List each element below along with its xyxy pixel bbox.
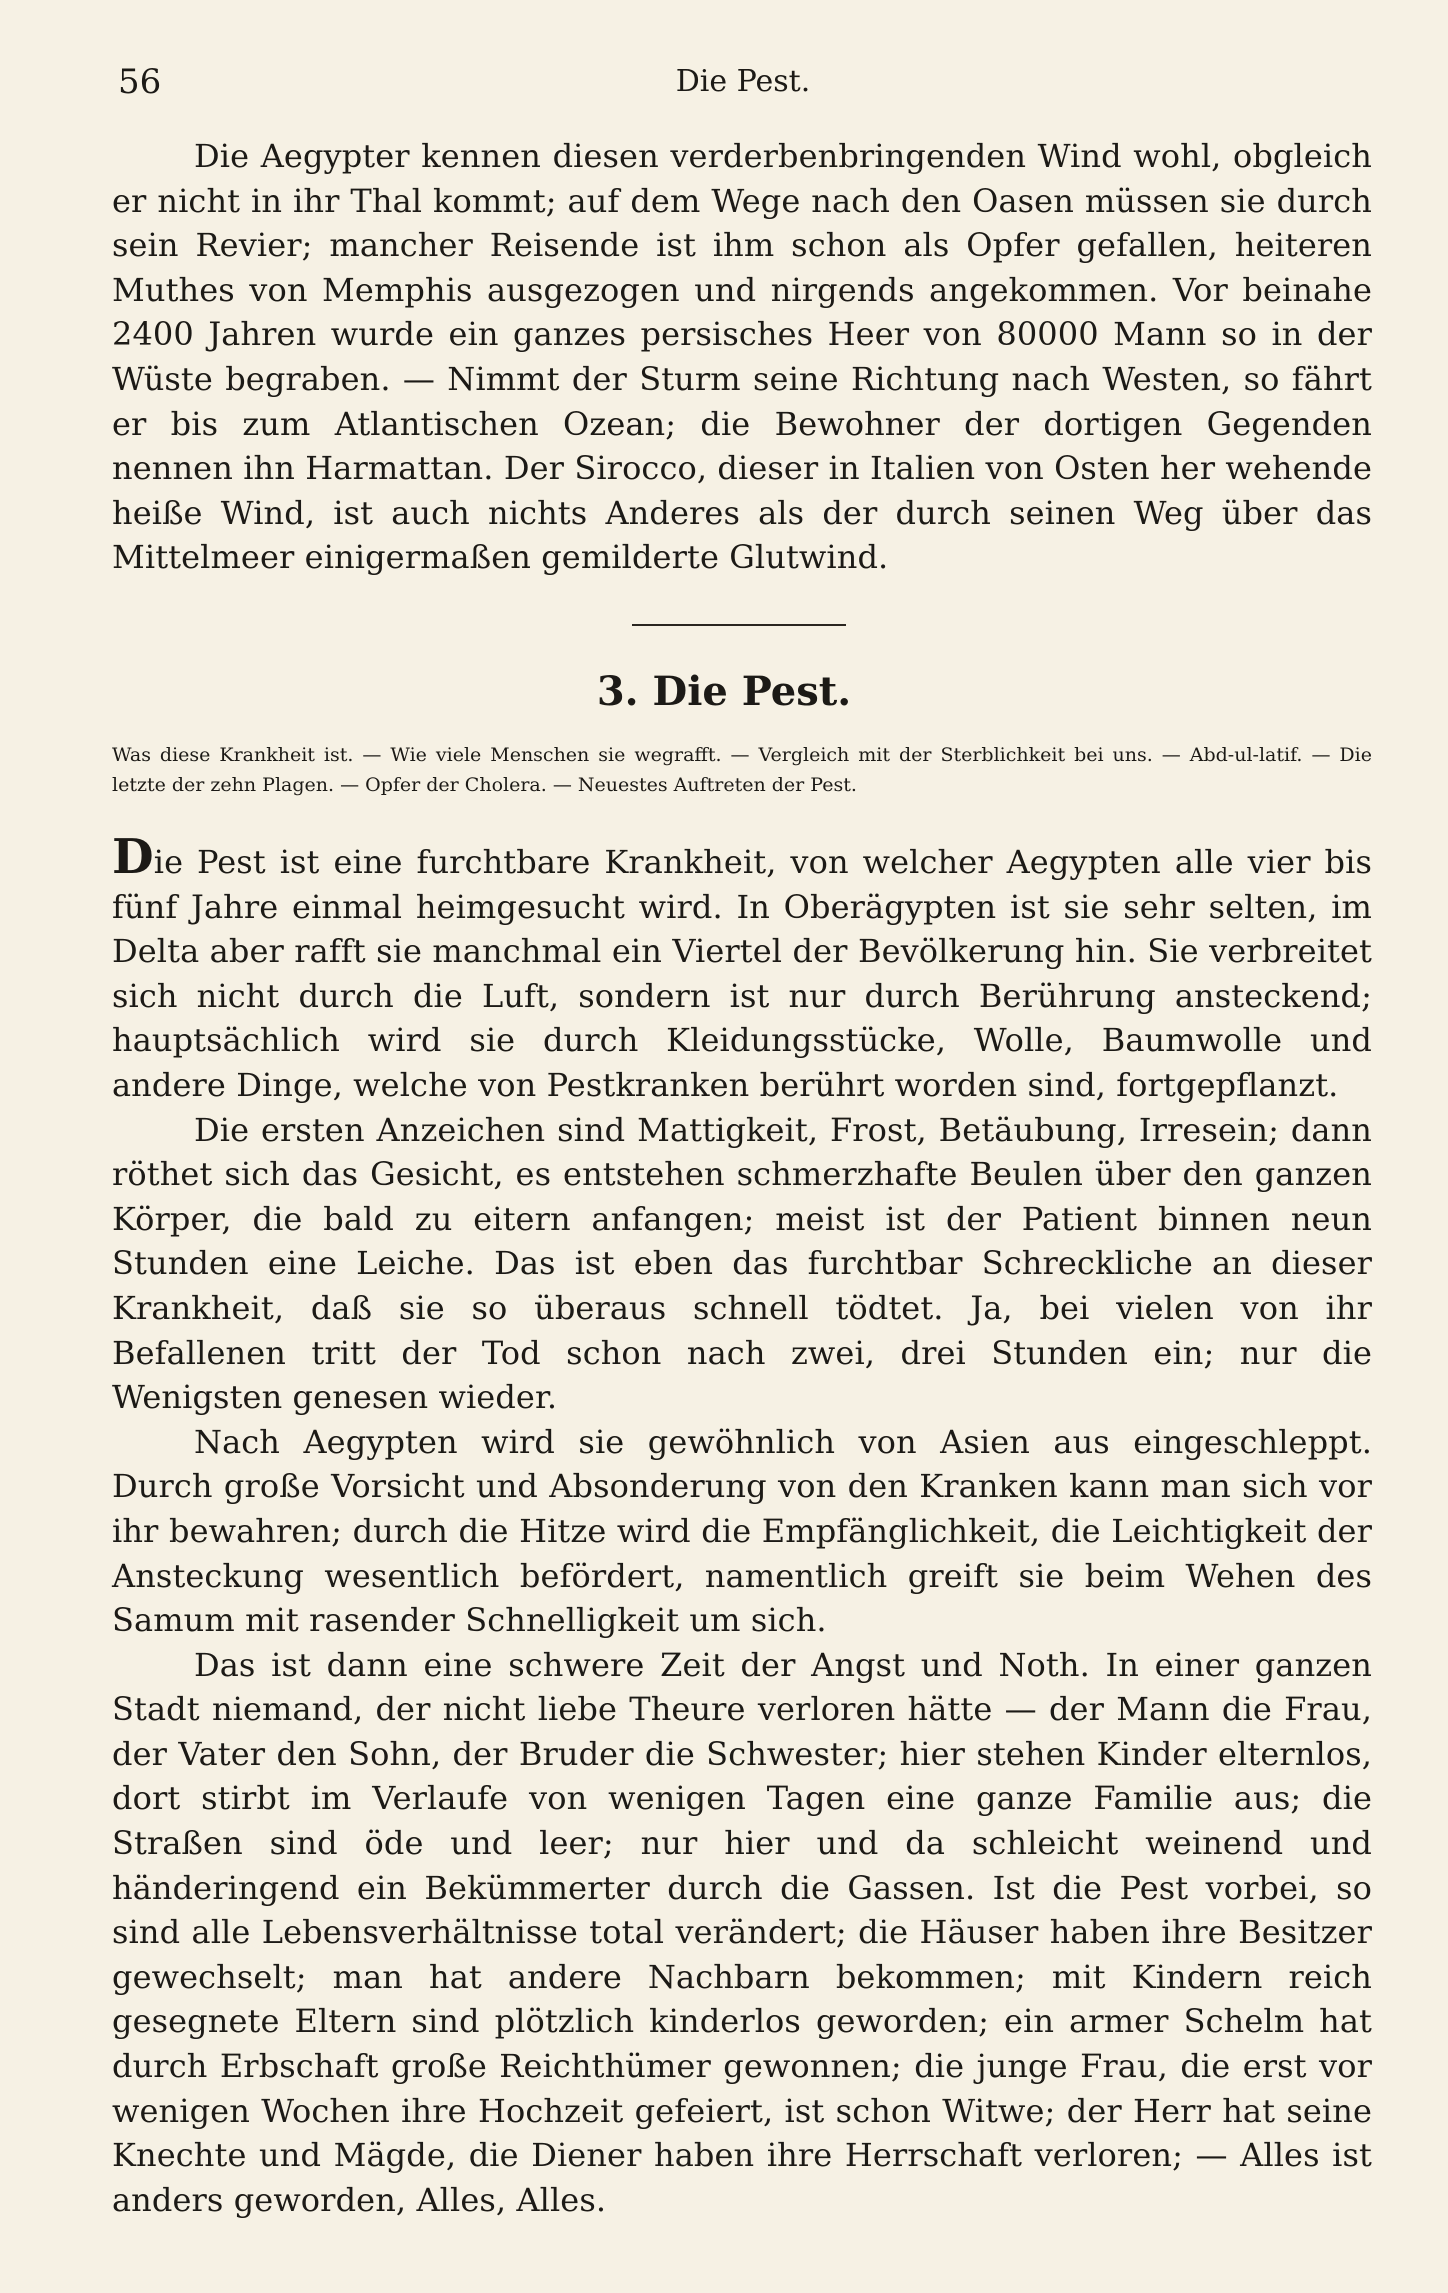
- paragraph-1: [112, 829, 1372, 1108]
- paragraph-3: Nach Aegypten wird sie gewöhnlich von Asien aus eingeschleppt. Durch große Vorsicht und Absonderung von den Kranken kann man sich vor ihr bewahren; durch die Hitze wird die Empfänglichkeit, die Leichtigkeit der Ansteckung wesentlich befördert, namentlich greift sie beim Wehen des Samum mit rasender Schnelligkeit um sich.: [112, 1422, 1372, 1640]
- section-divider: [632, 624, 846, 626]
- chapter-summary: [112, 740, 1372, 800]
- intro-text: [112, 134, 1372, 580]
- page-number: 56: [118, 62, 162, 102]
- running-head: [118, 62, 1368, 112]
- paragraph-4: Das ist dann eine schwere Zeit der Angst und Noth. In einer ganzen Stadt niemand, der nicht liebe Theure verloren hätte — der Mann die Frau, der Vater den Sohn, der Bruder die Schwester; hier stehen Kinder elternlos, dort stirbt im Verlaufe von wenigen Tagen eine ganze Familie aus; die Straßen sind öde und leer; nur hier und da schleicht weinend und händeringend ein Bekümmerter durch die Gassen. Ist die Pest vorbei, so sind alle Lebensverhältnisse total verändert; die Häuser haben ihre Besitzer gewechselt; man hat andere Nachbarn bekommen; mit Kindern reich gesegnete Eltern sind plötzlich kinderlos geworden; ein armer Schelm hat durch Erbschaft große Reichthümer gewonnen; die junge Frau, die erst vor wenigen Wochen ihre Hochzeit gefeiert, ist schon Witwe; der Herr hat seine Knechte und Mägde, die Diener haben ihre Herrschaft verloren; — Alles ist anders geworden, Alles, Alles.: [112, 1645, 1372, 2219]
- main-text: [112, 829, 1372, 2222]
- chapter-summary-text: Was diese Krankheit ist. — Wie viele Menschen sie wegrafft. — Vergleich mit der Sterblichkeit bei uns. — Abd-ul-latif. — Die letzte der zehn Plagen. — Opfer der Cholera. — Neuestes Auftreten der Pest.: [112, 744, 1372, 796]
- section-heading: 3. Die Pest.: [596, 668, 852, 715]
- paragraph-1-text: ie Pest ist eine furchtbare Krankheit, von welcher Aegypten alle vier bis fünf Jahre einmal heimgesucht wird. In Oberägypten ist sie sehr selten, im Delta aber rafft sie manchmal ein Viertel der Bevölkerung hin. Sie verbreitet sich nicht durch die Luft, sondern ist nur durch Berührung ansteckend; hauptsächlich wird sie durch Kleidungsstücke, Wolle, Baumwolle und andere Dinge, welche von Pestkranken berührt worden sind, fortgepflanzt.: [112, 843, 1372, 1104]
- drop-cap: D: [112, 829, 154, 885]
- paragraph-2: Die ersten Anzeichen sind Mattigkeit, Frost, Betäubung, Irresein; dann röthet sich das Gesicht, es entstehen schmerzhafte Beulen über den ganzen Körper, die bald zu eitern anfangen; meist ist der Patient binnen neun Stunden eine Leiche. Das ist eben das furchtbar Schreckliche an dieser Krankheit, daß sie so überaus schnell tödtet. Ja, bei vielen von ihr Befallenen tritt der Tod schon nach zwei, drei Stunden ein; nur die Wenigsten genesen wieder.: [112, 1110, 1372, 1417]
- running-title: Die Pest.: [675, 64, 811, 99]
- intro-paragraph: Die Aegypter kennen diesen verderbenbringenden Wind wohl, obgleich er nicht in ihr Thal kommt; auf dem Wege nach den Oasen müssen sie durch sein Revier; mancher Reisende ist ihm schon als Opfer gefallen, heiteren Muthes von Memphis ausgezogen und nirgends angekommen. Vor beinahe 2400 Jahren wurde ein ganzes persisches Heer von 80000 Mann so in der Wüste begraben. — Nimmt der Sturm seine Richtung nach Westen, so fährt er bis zum Atlantischen Ozean; die Bewohner der dortigen Gegenden nennen ihn Harmattan. Der Sirocco, dieser in Italien von Osten her wehende heiße Wind, ist auch nichts Anderes als der durch seinen Weg über das Mittelmeer einigermaßen gemilderte Glutwind.: [112, 137, 1372, 577]
